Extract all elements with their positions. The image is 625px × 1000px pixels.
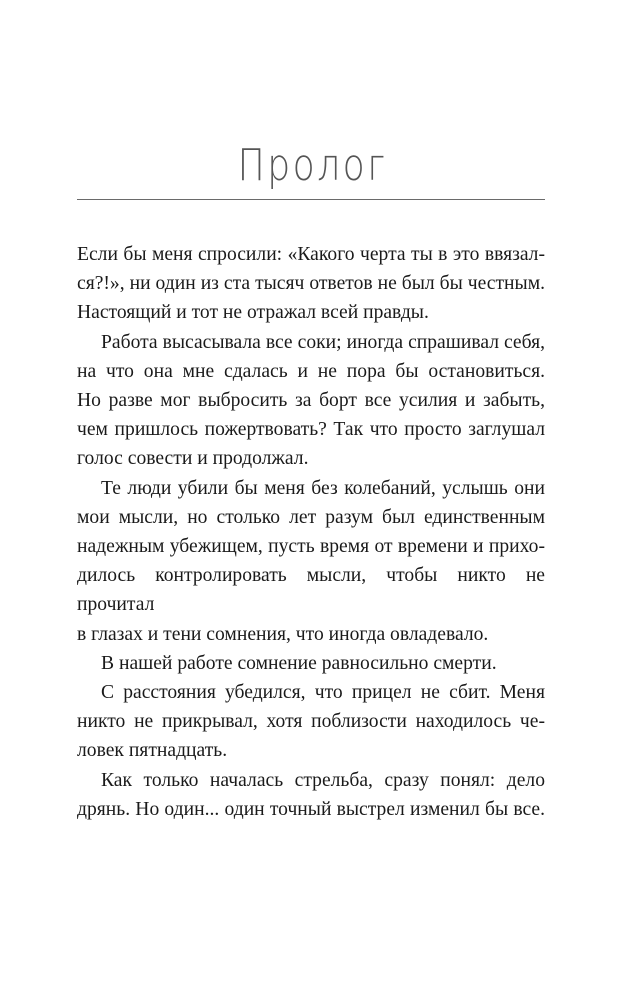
- paragraph: [77, 474, 545, 649]
- title-divider: [77, 199, 545, 200]
- text-line: никто не прикрывал, хотя поблизости находилось че-: [77, 711, 545, 733]
- text-line: надежным убежищем, пусть время от времени и прихо-: [77, 536, 545, 558]
- paragraph: [77, 649, 545, 678]
- text-line: дилось контролировать мысли, чтобы никто не прочитал: [77, 565, 545, 616]
- text-line: в глазах и тени сомнения, что иногда овладевало.: [77, 623, 489, 645]
- text-line: С расстояния убедился, что прицел не сбит. Меня: [101, 682, 545, 704]
- text-line: Работа высасывала все соки; иногда спрашивал себя,: [101, 331, 545, 353]
- text-line: голос совести и продолжал.: [77, 448, 309, 470]
- text-line: В нашей работе сомнение равносильно смерти.: [101, 652, 497, 674]
- text-line: Те люди убили бы меня без колебаний, услышь они: [101, 477, 545, 499]
- paragraph: [77, 328, 545, 474]
- paragraph: [77, 678, 545, 766]
- text-line: Но разве мог выбросить за борт все усилия и забыть,: [77, 390, 545, 412]
- text-line: Как только началась стрельба, сразу понял: дело: [101, 769, 545, 791]
- text-line: дрянь. Но один... один точный выстрел изменил бы все.: [77, 798, 545, 820]
- text-line: ловек пятнадцать.: [77, 740, 228, 762]
- paragraph: [77, 766, 545, 824]
- text-line: чем пришлось пожертвовать? Так что просто заглушал: [77, 419, 545, 441]
- text-line: Настоящий и тот не отражал всей правды.: [77, 302, 429, 324]
- body-text: [77, 240, 545, 824]
- text-line: Если бы меня спросили: «Какого черта ты в это ввязал-: [77, 244, 545, 265]
- text-line: на что она мне сдалась и не пора бы остановиться.: [77, 360, 545, 382]
- text-line: мои мысли, но столько лет разум был единственным: [77, 506, 545, 528]
- chapter-title: Пролог: [237, 140, 388, 191]
- paragraph: [77, 240, 545, 328]
- text-line: ся?!», ни один из ста тысяч ответов не был бы честным.: [77, 273, 545, 295]
